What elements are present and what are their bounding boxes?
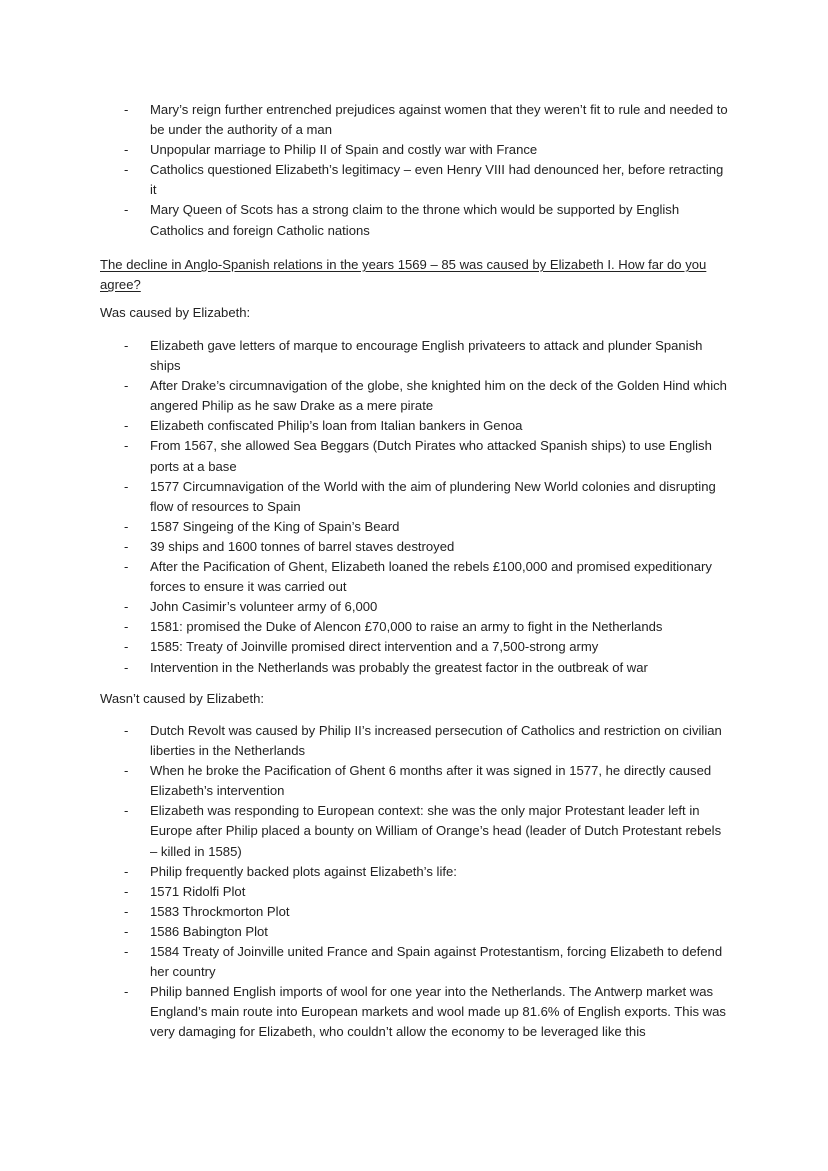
bullet-text: When he broke the Pacification of Ghent 6 months after it was signed in 1577, he directly caused Elizabeth’s intervention [150, 763, 712, 799]
section-heading-not-caused: Wasn’t caused by Elizabeth: [100, 691, 264, 706]
bullet-marker: - [124, 162, 129, 178]
not-caused-bullet-list [0, 721, 730, 1043]
bullet-marker: - [124, 518, 129, 534]
bullet-marker: - [124, 619, 129, 635]
list-item [0, 436, 730, 476]
bullet-marker: - [124, 202, 129, 218]
list-item [0, 140, 730, 160]
bullet-text: Elizabeth gave letters of marque to encourage English privateers to attack and plunder Spanish ships [150, 338, 703, 374]
bullet-text: Intervention in the Netherlands was probably the greatest factor in the outbreak of war [150, 659, 648, 675]
list-item [0, 336, 730, 376]
list-item [0, 517, 730, 537]
bullet-text: John Casimir’s volunteer army of 6,000 [150, 599, 378, 615]
list-item [0, 902, 730, 922]
intro-bullet-list [0, 100, 730, 241]
bullet-text: After the Pacification of Ghent, Elizabeth loaned the rebels £100,000 and promised expeditionary forces to ensure it was carried out [150, 559, 712, 595]
list-item [0, 416, 730, 436]
list-item [0, 100, 730, 140]
bullet-marker: - [124, 923, 129, 939]
bullet-text: 1571 Ridolfi Plot [150, 883, 246, 899]
list-item [0, 882, 730, 902]
bullet-marker: - [124, 418, 129, 434]
bullet-text: 1581: promised the Duke of Alencon £70,000 to raise an army to fight in the Netherlands [150, 619, 663, 635]
bullet-text: Mary’s reign further entrenched prejudices against women that they weren’t fit to rule and needed to be under the authority of a man [150, 102, 728, 138]
bullet-text: 1587 Singeing of the King of Spain’s Beard [150, 518, 400, 534]
bullet-text: After Drake’s circumnavigation of the globe, she knighted him on the deck of the Golden Hind which angered Philip as he saw Drake as a mere pirate [150, 378, 727, 414]
bullet-text: Elizabeth was responding to European context: she was the only major Protestant leader left in Europe after Philip placed a bounty on William of Orange’s head (leader of Dutch Protestant rebels – killed in 1585) [150, 803, 722, 859]
bullet-marker: - [124, 883, 129, 899]
bullet-text: Elizabeth confiscated Philip’s loan from Italian bankers in Genoa [150, 418, 523, 434]
bullet-text: 1577 Circumnavigation of the World with the aim of plundering New World colonies and disrupting flow of resources to Spain [150, 478, 716, 514]
caused-bullet-list [0, 336, 730, 678]
bullet-marker: - [124, 338, 129, 353]
list-item [0, 942, 730, 982]
bullet-marker: - [124, 903, 129, 919]
bullet-text: 39 ships and 1600 tonnes of barrel staves destroyed [150, 538, 455, 554]
bullet-marker: - [124, 723, 129, 738]
bullet-marker: - [124, 659, 129, 675]
bullet-marker: - [124, 944, 129, 960]
list-item [0, 597, 730, 617]
bullet-marker: - [124, 599, 129, 615]
list-item [0, 557, 730, 597]
list-item [0, 376, 730, 416]
bullet-marker: - [124, 438, 129, 454]
list-item [0, 537, 730, 557]
bullet-marker: - [124, 763, 129, 779]
section-heading-caused: Was caused by Elizabeth: [100, 305, 251, 320]
bullet-text: Unpopular marriage to Philip II of Spain and costly war with France [150, 142, 538, 158]
bullet-text: Catholics questioned Elizabeth’s legitimacy – even Henry VIII had denounced her, before retracting it [150, 162, 724, 198]
bullet-text: From 1567, she allowed Sea Beggars (Dutch Pirates who attacked Spanish ships) to use English ports at a base [150, 438, 712, 474]
bullet-text: 1586 Babington Plot [150, 923, 268, 939]
list-item [0, 982, 730, 1042]
list-item [0, 637, 730, 657]
bullet-marker: - [124, 538, 129, 554]
bullet-text: 1585: Treaty of Joinville promised direct intervention and a 7,500-strong army [150, 639, 599, 655]
list-item [0, 922, 730, 942]
bullet-marker: - [124, 102, 129, 117]
essay-question: The decline in Anglo-Spanish relations in the years 1569 – 85 was caused by Elizabeth I. How far do you agree? [100, 257, 707, 293]
bullet-text: Dutch Revolt was caused by Philip II’s increased persecution of Catholics and restriction on civilian liberties in the Netherlands [150, 723, 722, 759]
list-item [0, 761, 730, 801]
list-item [0, 160, 730, 200]
bullet-marker: - [124, 984, 129, 1000]
bullet-text: 1584 Treaty of Joinville united France and Spain against Protestantism, forcing Elizabeth to defend her country [150, 944, 723, 980]
bullet-marker: - [124, 142, 129, 158]
bullet-marker: - [124, 478, 129, 494]
bullet-text: Philip frequently backed plots against Elizabeth’s life: [150, 863, 457, 879]
list-item [0, 721, 730, 761]
bullet-text: Philip banned English imports of wool for one year into the Netherlands. The Antwerp market was England’s main route into European markets and wool made up 81.6% of English exports. This was very damaging for Elizabeth, who couldn’t allow the economy to be leveraged like this [150, 984, 726, 1040]
bullet-marker: - [124, 803, 129, 819]
bullet-marker: - [124, 559, 129, 575]
bullet-text: Mary Queen of Scots has a strong claim to the throne which would be supported by English Catholics and foreign Catholic nations [150, 202, 680, 238]
list-item [0, 801, 730, 861]
bullet-text: 1583 Throckmorton Plot [150, 903, 290, 919]
list-item [0, 477, 730, 517]
bullet-marker: - [124, 378, 129, 394]
list-item [0, 617, 730, 637]
list-item [0, 862, 730, 882]
list-item [0, 658, 730, 678]
bullet-marker: - [124, 639, 129, 655]
list-item [0, 200, 730, 240]
bullet-marker: - [124, 863, 129, 879]
